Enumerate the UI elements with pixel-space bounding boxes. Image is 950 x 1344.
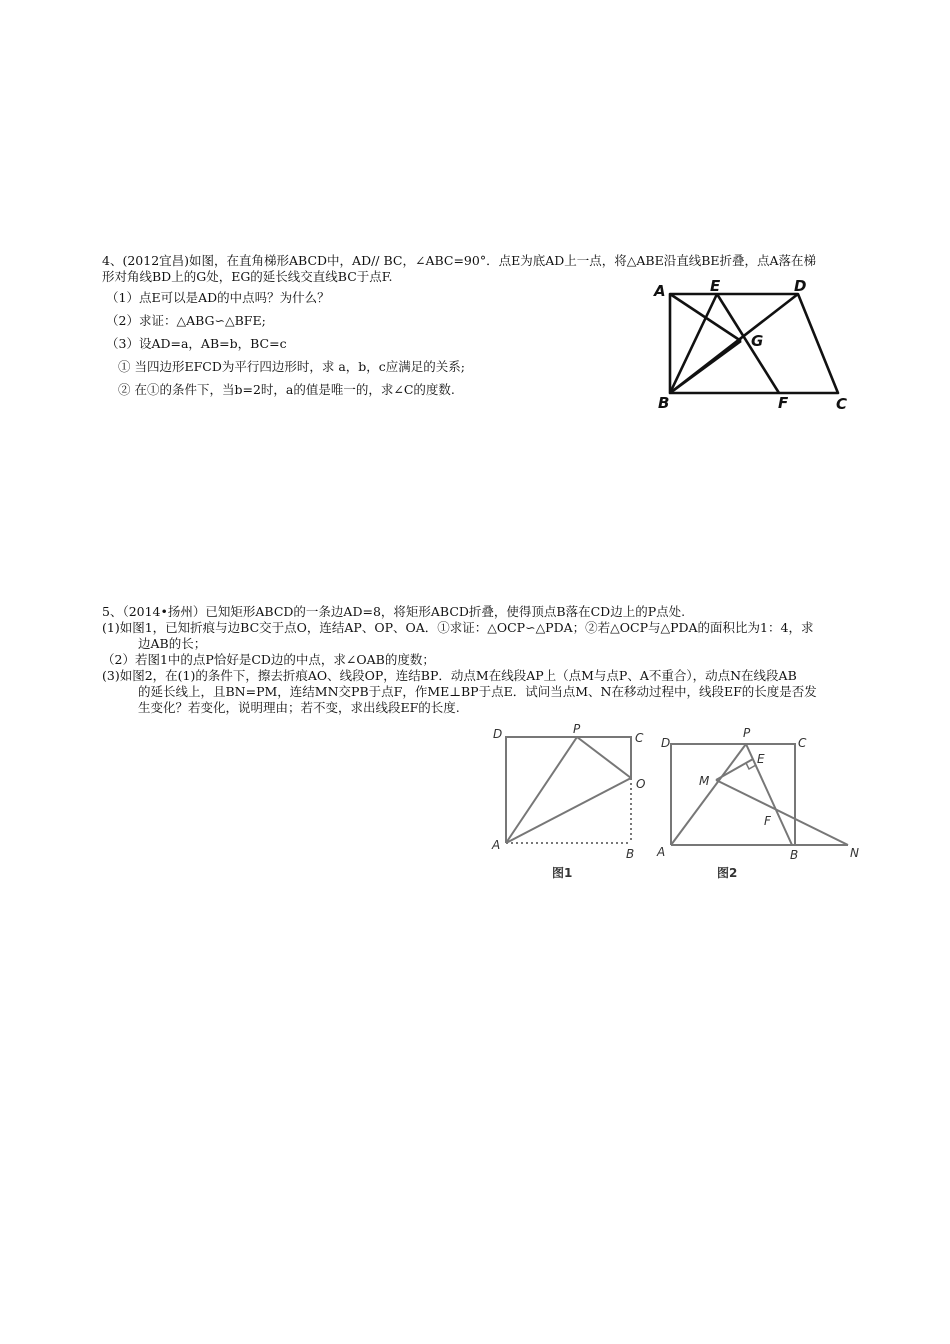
label-d: D <box>794 280 807 295</box>
label-g: G <box>751 332 764 350</box>
fig2-mn <box>716 780 848 845</box>
fig2-caption: 图2 <box>717 866 738 880</box>
fig2-rect-dc-top <box>671 744 795 845</box>
q5-sub3-line2: 的延长线上，且BN=PM，连结MN交PB于点F，作ME⊥BP于点E．试问当点M、N在移动过程中，线段EF的长度是否发 <box>138 684 817 699</box>
fig2-label-e: E <box>757 752 765 766</box>
fig1-label-d: D <box>493 727 503 741</box>
fig1-po <box>577 737 631 778</box>
label-c: C <box>836 395 848 413</box>
fig2-label-f: F <box>764 814 771 828</box>
fig2-label-m: M <box>699 774 710 788</box>
fig1-ao <box>506 778 631 843</box>
q4-sub3a: ① 当四边形EFCD为平行四边形时，求 a，b，c应满足的关系; <box>118 359 465 374</box>
fig1-label-p: P <box>573 722 581 736</box>
fig2-label-c: C <box>798 736 807 750</box>
q5-sub2: （2）若图1中的点P恰好是CD边的中点，求∠OAB的度数； <box>102 652 435 667</box>
fig2-label-p: P <box>743 726 751 740</box>
q5-sub1-line1: (1)如图1，已知折痕与边BC交于点O，连结AP、OP、OA．①求证：△OCP∽△PDA；②若△OCP与△PDA的面积比为1：4，求 <box>102 620 814 635</box>
fig2-label-b: B <box>790 848 799 862</box>
q4-stem-line2: 形对角线BD上的G处，EG的延长线交直线BC于点F. <box>102 269 393 284</box>
fig2-label-d: D <box>661 736 671 750</box>
q5-figures <box>488 720 868 885</box>
q5-sub3-line1: (3)如图2，在(1)的条件下，擦去折痕AO、线段OP，连结BP．动点M在线段AP上（点M与点P、A不重合），动点N在线段AB <box>102 668 797 683</box>
label-b: B <box>658 394 670 412</box>
q4-figure <box>648 280 858 415</box>
q5-stem: 5、（2014•扬州）已知矩形ABCD的一条边AD=8，将矩形ABCD折叠，使得顶点B落在CD边上的P点处. <box>102 604 686 619</box>
q5-sub1-line2: 边AB的长； <box>138 636 207 651</box>
q4-stem-line1: 4、(2012宜昌)如图，在直角梯形ABCD中，AD// BC，∠ABC=90°．点E为底AD上一点，将△ABE沿直线BE折叠，点A落在梯 <box>102 253 817 268</box>
fig1-rect-top-left <box>506 737 631 843</box>
fig2-me <box>716 759 753 780</box>
q4-sub3: （3）设AD=a，AB=b，BC=c <box>106 336 287 351</box>
fig1-caption: 图1 <box>552 866 573 880</box>
label-a: A <box>654 282 666 300</box>
label-f: F <box>778 394 789 412</box>
segment-ef <box>717 294 779 393</box>
fig2-label-a: A <box>657 845 666 859</box>
fig1-ap <box>506 737 577 843</box>
fig1-label-c: C <box>635 731 644 745</box>
question-5 <box>102 604 848 716</box>
q4-sub1: （1）点E可以是AD的中点吗？为什么？ <box>106 290 330 305</box>
figure-1 <box>491 722 645 880</box>
q4-sub2: （2）求证：△ABG∽△BFE; <box>106 313 266 328</box>
fig2-ap <box>671 744 746 845</box>
fig2-label-n: N <box>850 846 859 860</box>
q5-sub3-line3: 生变化？若变化，说明理由；若不变，求出线段EF的长度. <box>138 700 460 715</box>
label-e: E <box>710 280 721 295</box>
fig1-label-a: A <box>492 838 501 852</box>
segment-bg <box>670 341 741 393</box>
fig1-label-b: B <box>626 847 635 861</box>
figure-2 <box>656 726 859 880</box>
q4-sub3b: ② 在①的条件下，当b=2时，a的值是唯一的，求∠C的度数. <box>118 382 455 397</box>
fig1-label-o: O <box>636 777 646 791</box>
